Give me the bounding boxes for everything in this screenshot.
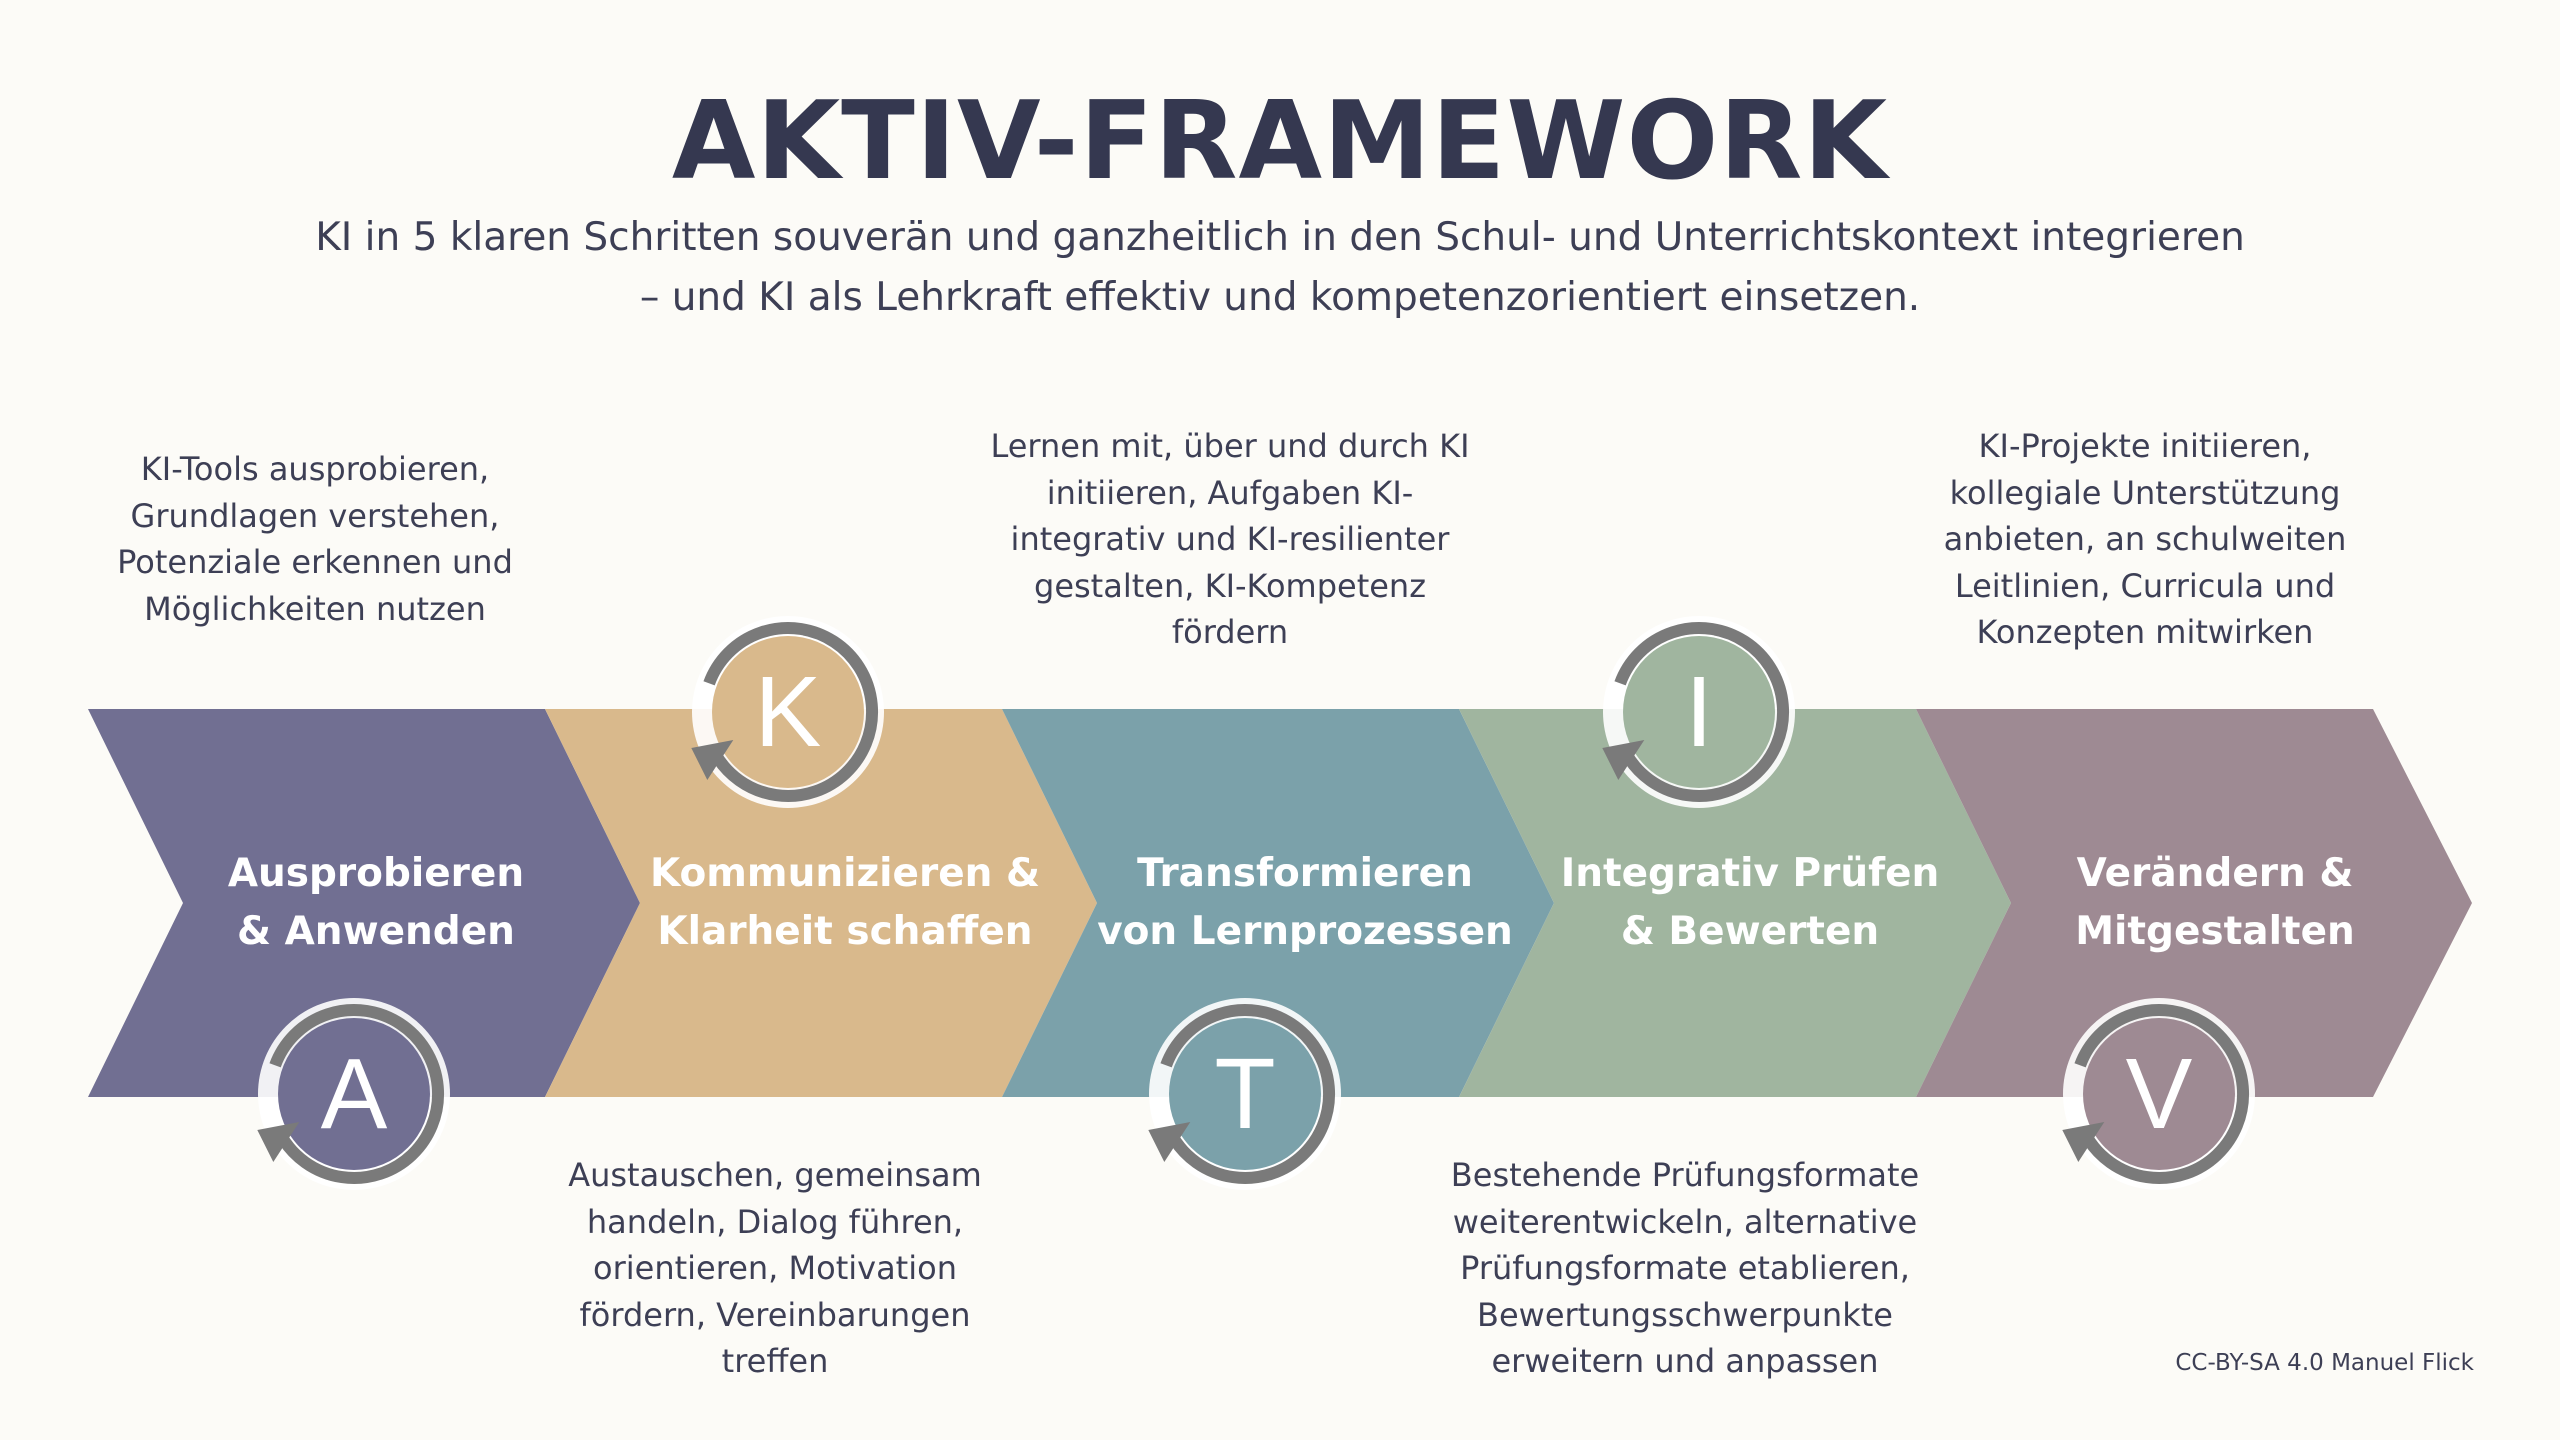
step-label-i: Integrativ Prüfen & Bewerten (1560, 851, 1940, 954)
step-label-k: Kommunizieren & Klarheit schaffen (649, 851, 1041, 954)
badge-a (254, 994, 454, 1194)
badge-letter-k: K (754, 656, 822, 768)
badge-letter-i: I (1685, 656, 1713, 768)
description-v: KI-Projekte initiieren, kollegiale Unterstützung anbieten, an schulweiten Leitlinien, Curricula und Konzepten mitwirken (1943, 427, 2347, 651)
badge-k (688, 612, 888, 812)
badge-v (2059, 994, 2259, 1194)
step-label-a: Ausprobieren & Anwenden (227, 851, 525, 954)
license-credit: CC-BY-SA 4.0 Manuel Flick (2175, 1350, 2474, 1376)
subtitle-line-2: – und KI als Lehrkraft effektiv und kompetenzorientiert einsetzen. (639, 275, 1921, 320)
badge-letter-t: T (1214, 1038, 1276, 1150)
page-title: AKTIV-FRAMEWORK (671, 79, 1889, 204)
step-label-t: Transformieren von Lernprozessen (1097, 851, 1513, 954)
description-i: Bestehende Prüfungsformate weiterentwickeln, alternative Prüfungsformate etablieren, Bewertungsschwerpunkte erweitern und anpassen (1450, 1156, 1920, 1380)
step-label-v: Verändern & Mitgestalten (2075, 851, 2355, 954)
badge-letter-a: A (320, 1038, 388, 1150)
badge-t (1145, 994, 1345, 1194)
description-t: Lernen mit, über und durch KI initiieren, Aufgaben KI- integrativ und KI-resilienter gestalten, KI-Kompetenz fördern (990, 427, 1470, 651)
description-a: KI-Tools ausprobieren, Grundlagen verstehen, Potenziale erkennen und Möglichkeiten nutzen (117, 450, 513, 628)
badge-letter-v: V (2125, 1038, 2193, 1150)
badge-i (1599, 612, 1799, 812)
description-k: Austauschen, gemeinsam handeln, Dialog führen, orientieren, Motivation fördern, Vereinbarungen treffen (568, 1156, 982, 1380)
subtitle-line-1: KI in 5 klaren Schritten souverän und ganzheitlich in den Schul- und Unterrichtskontext integrieren (315, 215, 2245, 260)
